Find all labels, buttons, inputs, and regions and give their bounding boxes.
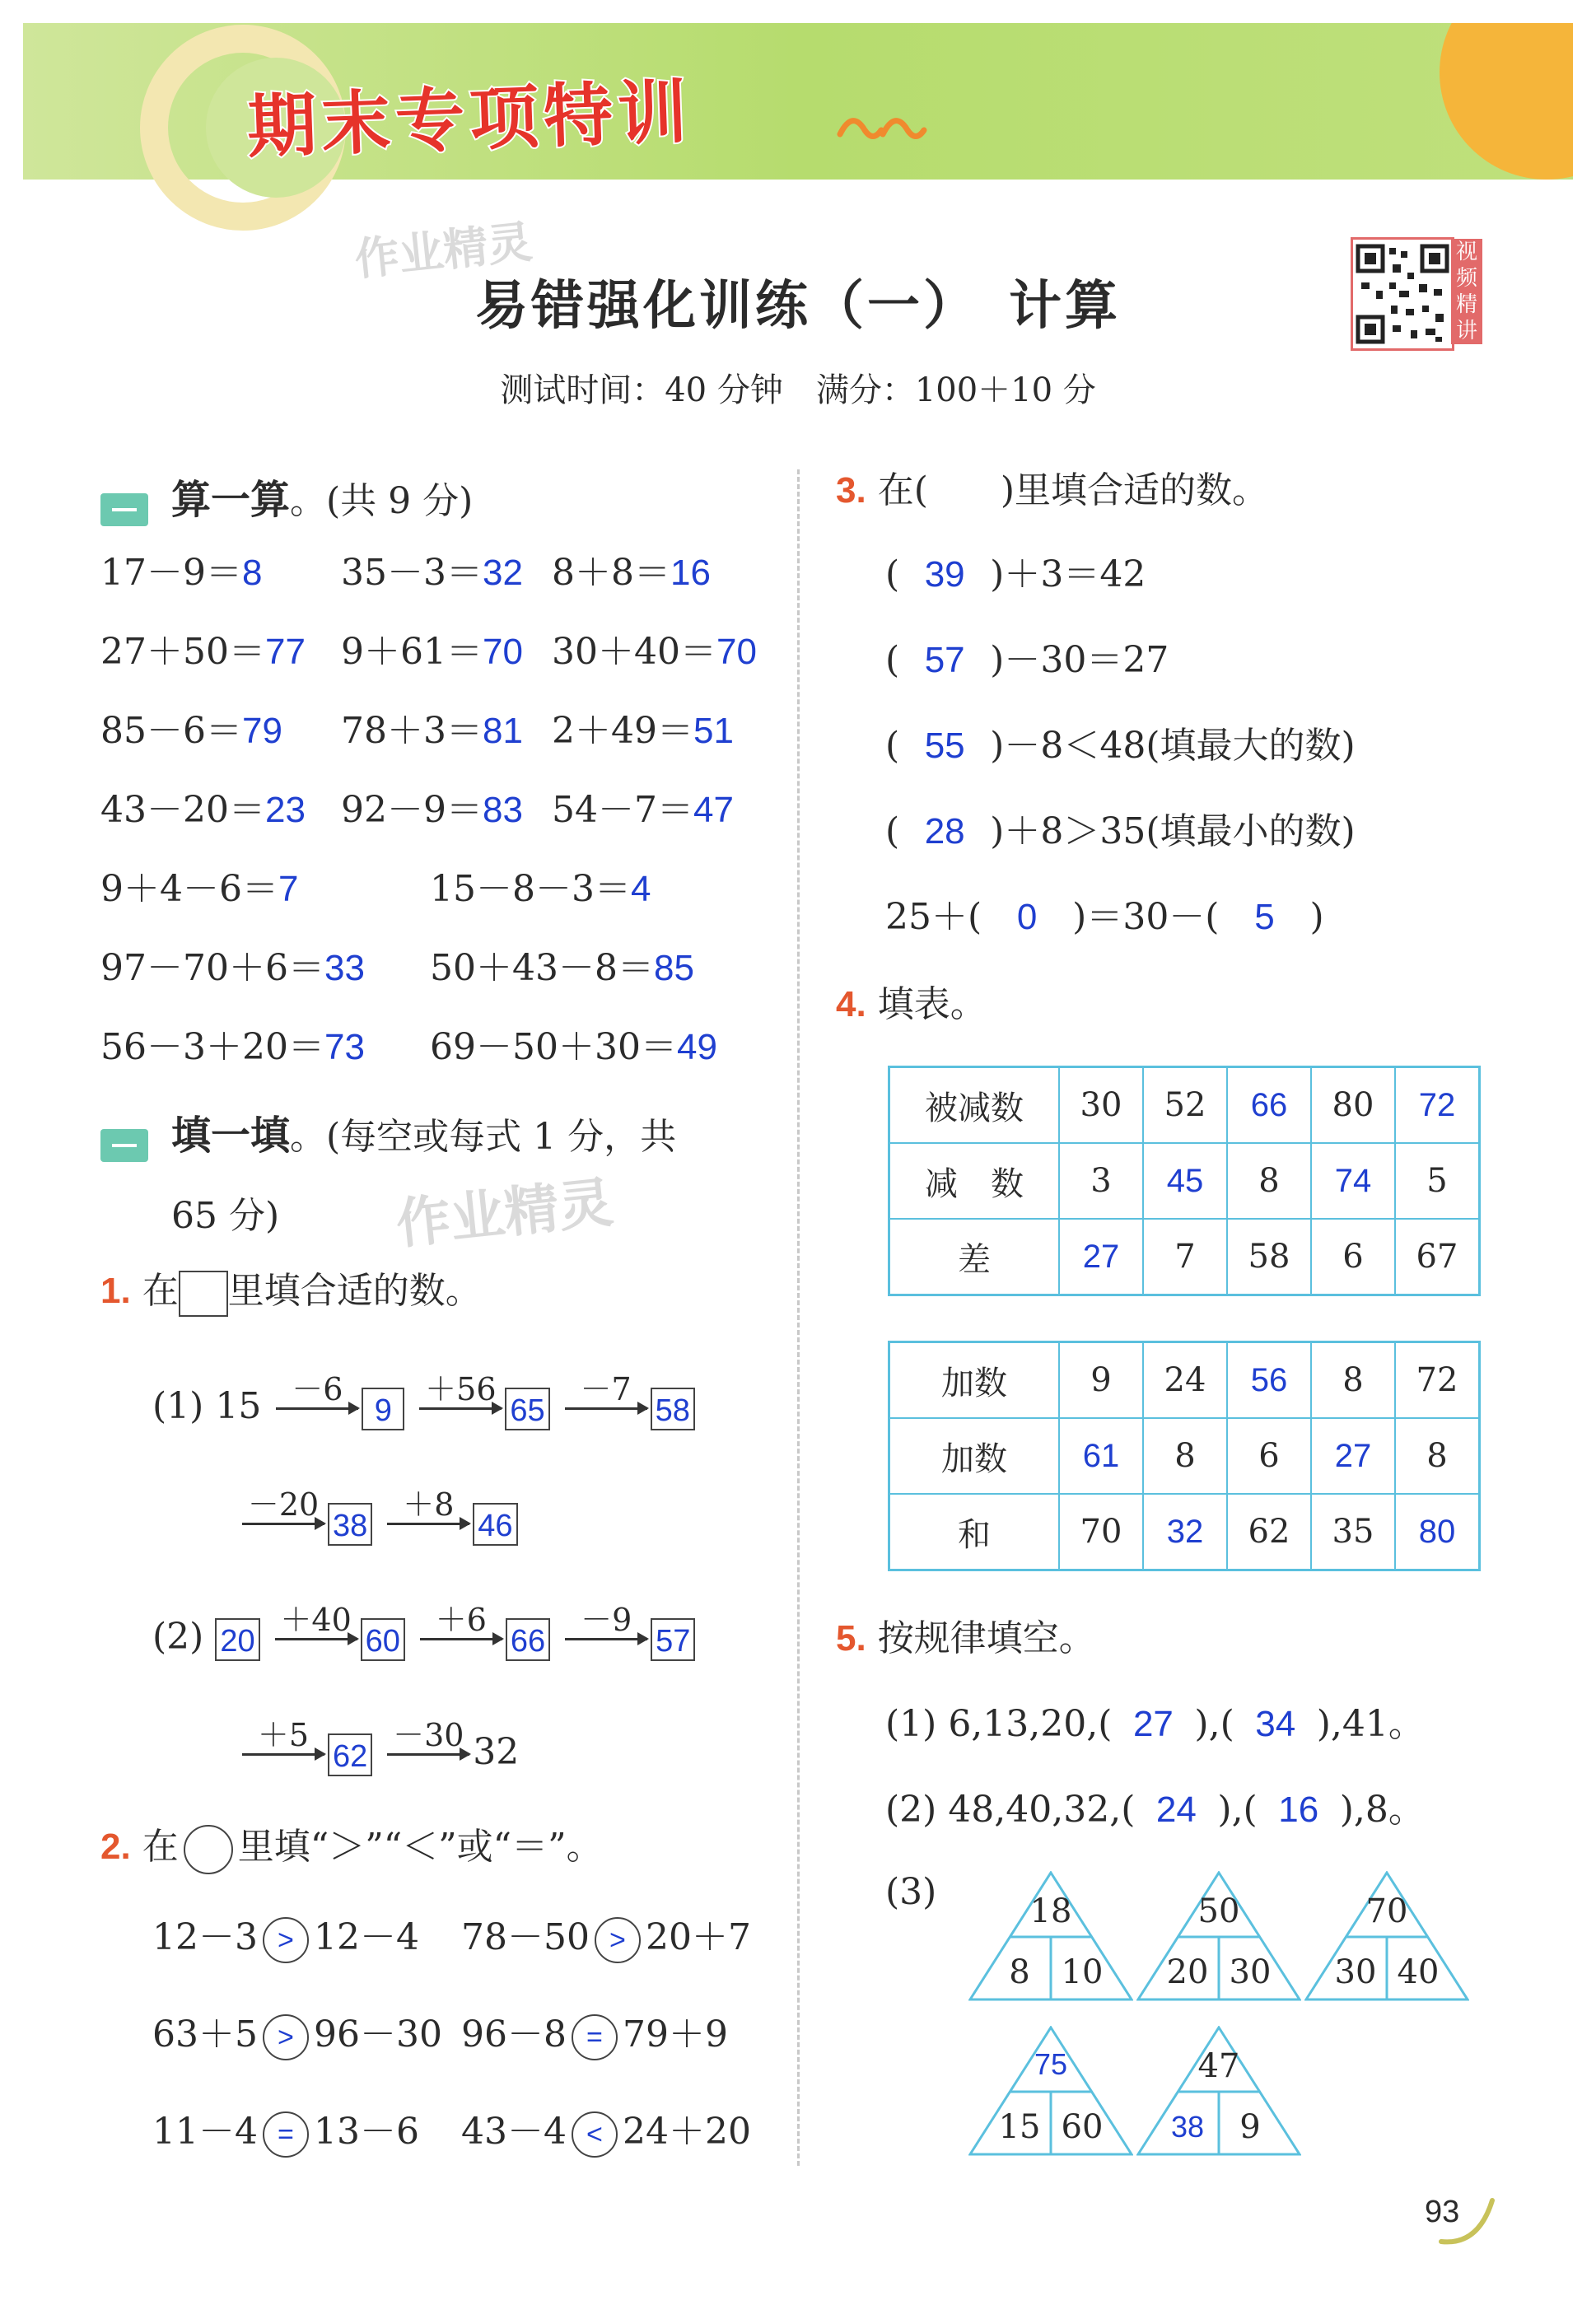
q5-part2: (2) 48,40,32,( 24 ),( 16 ),8。 xyxy=(885,1789,1425,1831)
q1-chain-2b: ＋5 62 －30 32 xyxy=(239,1729,519,1776)
watermark: 作业精灵 xyxy=(352,215,535,287)
calc-item: 8＋8＝16 xyxy=(552,552,711,594)
qr-code[interactable] xyxy=(1351,237,1454,351)
calc-item: 78＋3＝81 xyxy=(341,710,523,752)
section-badge-2 xyxy=(100,1129,148,1162)
number-triangle: 70 30 40 xyxy=(1304,1871,1469,2003)
calc-row xyxy=(100,1024,757,1104)
answer-box: 57 xyxy=(651,1618,695,1661)
arrow: ＋40 xyxy=(275,1638,357,1640)
fill-line: ( 39 )＋3＝42 xyxy=(885,553,1146,595)
q1-chain-1b xyxy=(239,1486,518,1546)
calc-row xyxy=(100,629,757,708)
compare-row: 12－3 > 12－4 78－50 > 20＋7 xyxy=(152,1915,751,2012)
calc-item: 69－50＋30＝49 xyxy=(430,1026,717,1068)
answer-box: 9 xyxy=(362,1388,404,1430)
q2-rows xyxy=(152,1915,751,2206)
table-row: 被减数 30 52 66 80 72 xyxy=(889,1067,1480,1144)
calc-item: 9＋61＝70 xyxy=(341,631,523,673)
calc-item: 92－9＝83 xyxy=(341,789,523,831)
answer-box: 58 xyxy=(651,1388,695,1430)
q1-chain-1a: (1) 15 －6 9 ＋56 65 －7 58 xyxy=(152,1383,695,1430)
arrow: ＋56 xyxy=(419,1407,502,1410)
compare-row: 63＋5 > 96－30 96－8 = 79＋9 xyxy=(152,2012,751,2109)
section2-score-cont: 65 分) xyxy=(171,1195,280,1237)
page-number: 93 xyxy=(1425,2195,1460,2229)
calc-row xyxy=(100,550,757,629)
section-badge-1 xyxy=(100,493,148,526)
calc-item: 17－9＝8 xyxy=(100,552,263,594)
q3-lines xyxy=(885,552,1356,980)
section2-label: 填一填 xyxy=(171,1113,291,1159)
calc-item: 54－7＝47 xyxy=(552,789,734,831)
arrow: －30 xyxy=(387,1753,469,1756)
number-triangle: 47 38 9 xyxy=(1136,2026,1301,2158)
answer-box: 60 xyxy=(361,1618,405,1661)
arrow: －9 xyxy=(565,1638,647,1640)
arrow: ＋6 xyxy=(420,1638,502,1640)
squiggle-icon xyxy=(832,97,931,155)
arrow: ＋5 xyxy=(242,1753,324,1756)
fill-line: ( 28 )＋8＞35(填最小的数) xyxy=(885,810,1356,852)
calc-item: 9＋4－6＝7 xyxy=(100,868,299,910)
calc-item: 15－8－3＝4 xyxy=(430,868,651,910)
calc-item: 50＋43－8＝85 xyxy=(430,947,694,989)
q1-chain-2a: (2) 20 ＋40 60 ＋6 66 －9 57 xyxy=(152,1614,695,1661)
table-row: 差 27 7 58 6 67 xyxy=(889,1219,1480,1295)
arrow: －20 xyxy=(242,1523,324,1525)
calc-item: 97－70＋6＝33 xyxy=(100,947,365,989)
section2-heading xyxy=(100,1104,676,1162)
calc-row xyxy=(100,866,757,945)
calc-item: 85－6＝79 xyxy=(100,710,282,752)
number-triangle: 50 20 30 xyxy=(1136,1871,1301,2003)
test-info: 测试时间：40 分钟 满分：100＋10 分 xyxy=(500,371,1096,409)
banner-corner-decoration xyxy=(1440,23,1573,180)
q5-prompt: 5. 按规律填空。 xyxy=(836,1617,1095,1659)
qr-label: 视频精讲 xyxy=(1451,239,1482,344)
answer-box: 20 xyxy=(215,1618,259,1661)
column-divider xyxy=(797,469,800,2166)
compare-row: 11－4 = 13－6 43－4 < 24＋20 xyxy=(152,2109,751,2206)
subtraction-table xyxy=(888,1066,1481,1296)
answer-box: 62 xyxy=(328,1733,372,1776)
arrow: －7 xyxy=(565,1407,647,1410)
calc-item: 27＋50＝77 xyxy=(100,631,306,673)
answer-box: 46 xyxy=(473,1503,517,1546)
empty-box-sample xyxy=(179,1271,228,1317)
calc-item: 2＋49＝51 xyxy=(552,710,734,752)
calc-row xyxy=(100,787,757,866)
calc-item: 30＋40＝70 xyxy=(552,631,757,673)
arrow: －6 xyxy=(276,1407,358,1410)
section1-label: 算一算 xyxy=(171,477,291,523)
q5-part3-label: (3) xyxy=(885,1871,937,1913)
fill-line: ( 57 )－30＝27 xyxy=(885,639,1169,681)
section1-grid xyxy=(100,550,757,1104)
table-row: 减 数 3 45 8 74 5 xyxy=(889,1143,1480,1219)
q3-prompt: 3. 在( )里填合适的数。 xyxy=(836,469,1269,511)
section2-score: 。(每空或每式 1 分，共 xyxy=(290,1116,677,1158)
answer-box: 38 xyxy=(328,1503,372,1546)
section1-score: 。(共 9 分) xyxy=(290,480,474,522)
calc-item: 35－3＝32 xyxy=(341,552,523,594)
answer-box: 65 xyxy=(505,1388,549,1430)
watermark: 作业精灵 xyxy=(393,1170,616,1257)
q1-prompt: 1. 在 里填合适的数。 xyxy=(100,1268,482,1317)
calc-row xyxy=(100,945,757,1024)
fill-line: 25＋( 0 )＝30－( 5 ) xyxy=(885,896,1324,938)
q4-prompt: 4. 填表。 xyxy=(836,983,987,1025)
q5-part1: (1) 6,13,20,( 27 ),( 34 ),41。 xyxy=(885,1703,1425,1745)
empty-circle-sample xyxy=(184,1825,233,1874)
number-triangle: 18 8 10 xyxy=(968,1871,1133,2003)
table-row: 和 70 32 62 35 80 xyxy=(889,1494,1480,1570)
table-row: 加数 9 24 56 8 72 xyxy=(889,1342,1480,1419)
banner-title: 期末专项特训 xyxy=(245,71,693,168)
calc-item: 43－20＝23 xyxy=(100,789,306,831)
calc-item: 56－3＋20＝73 xyxy=(100,1026,365,1068)
calc-row xyxy=(100,708,757,787)
page-title: 易错强化训练（一） 计算 xyxy=(475,276,1121,337)
arrow: ＋8 xyxy=(387,1523,469,1525)
table-row: 加数 61 8 6 27 8 xyxy=(889,1418,1480,1494)
q2-prompt: 2. 在 里填“＞”“＜”或“＝”。 xyxy=(100,1824,603,1874)
fill-line: ( 55 )－8＜48(填最大的数) xyxy=(885,725,1356,767)
answer-box: 66 xyxy=(506,1618,550,1661)
addition-table xyxy=(888,1341,1481,1571)
qr-code-icon xyxy=(1353,240,1452,348)
number-triangle: 75 15 60 xyxy=(968,2026,1133,2158)
section1-heading xyxy=(100,468,473,526)
